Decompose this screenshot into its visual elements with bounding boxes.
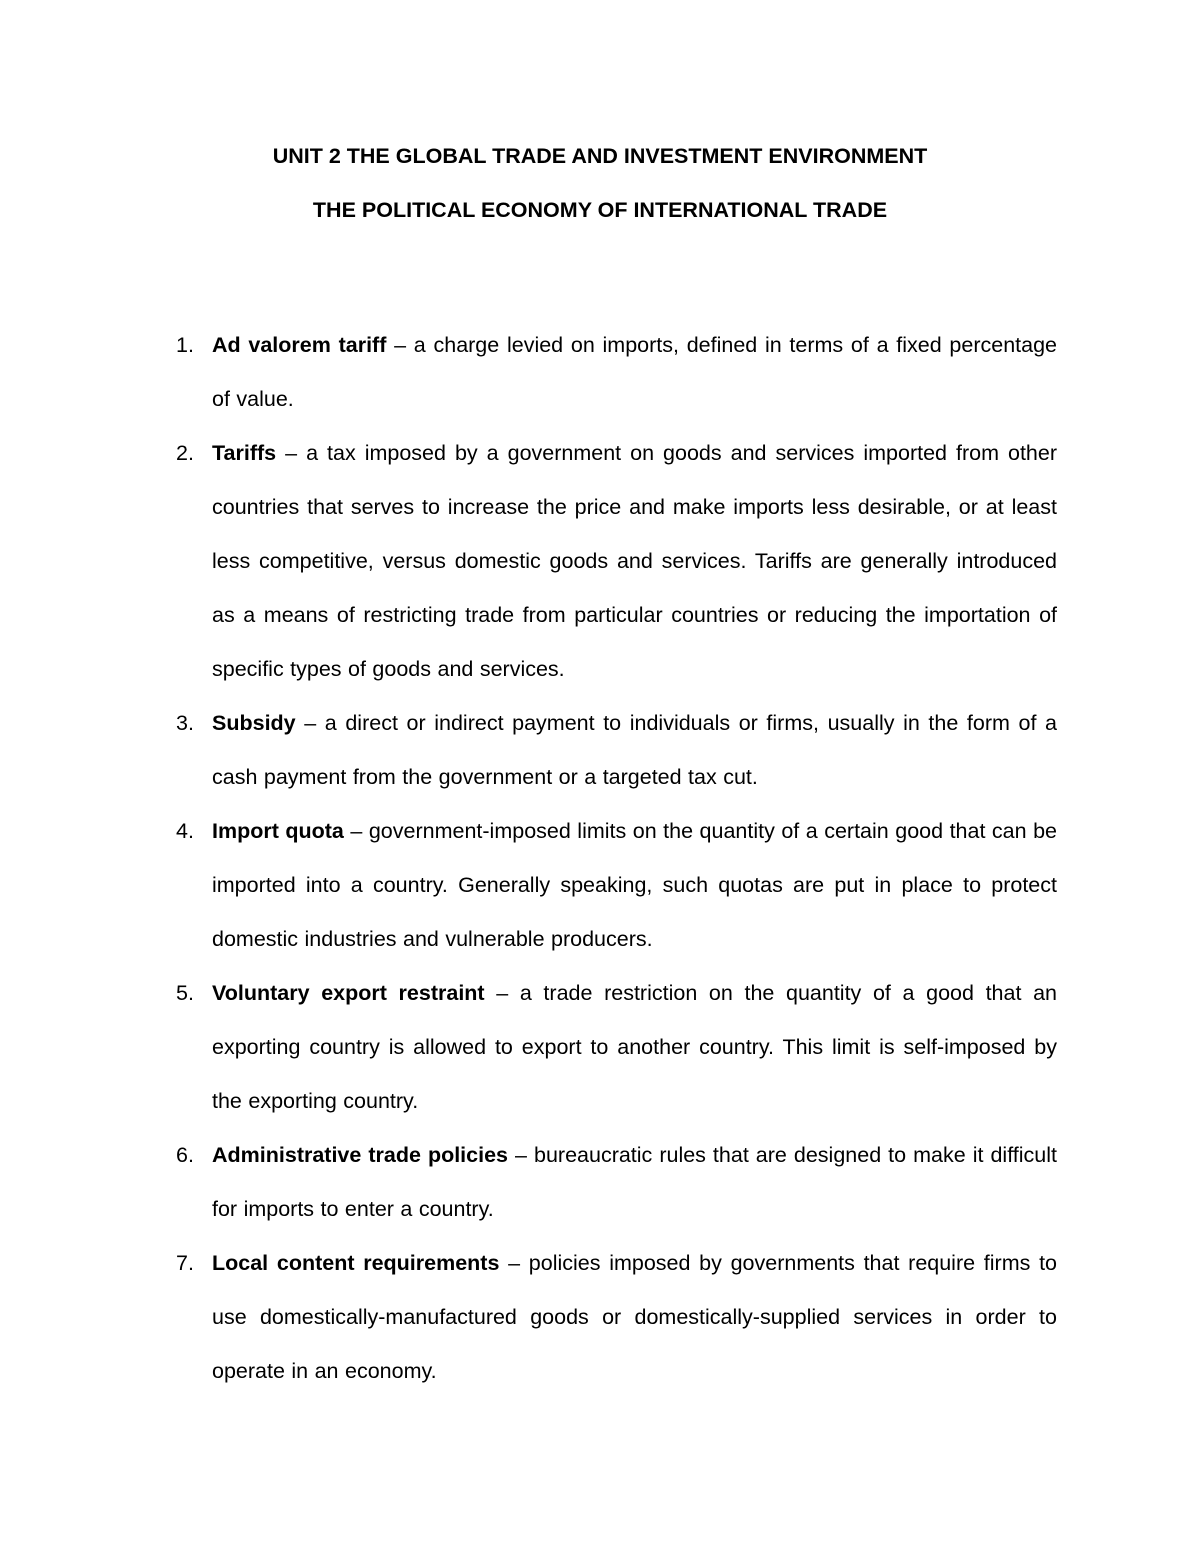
definition-body (212, 804, 1057, 966)
definition-term: Administrative trade policies (212, 1143, 509, 1167)
definition-item (0, 966, 1200, 1128)
definition-body (212, 966, 1057, 1128)
definition-body (212, 696, 1057, 804)
definition-text: – a charge levied on imports, defined in terms of a fixed percentage of value. (212, 333, 1057, 411)
document-title: UNIT 2 THE GLOBAL TRADE AND INVESTMENT ENVIRONMENT (272, 144, 928, 168)
document-subtitle: THE POLITICAL ECONOMY OF INTERNATIONAL TRADE (312, 198, 888, 222)
definition-term: Subsidy (212, 711, 296, 735)
definition-term: Tariffs (212, 441, 277, 465)
definition-text: – bureaucratic rules that are designed to make it difficult for imports to enter a country. (212, 1143, 1057, 1221)
definition-text: – a tax imposed by a government on goods and services imported from other countries that serves to increase the price and make imports less desirable, or at least less competitive, versus domestic goods and services. Tariffs are generally introduced as a means of restricting trade from particular countries or reducing the importation of specific types of goods and services. (212, 441, 1057, 681)
definition-body (212, 1128, 1057, 1236)
definition-term: Local content requirements (212, 1251, 500, 1275)
definition-body (212, 426, 1057, 696)
item-number: 7. (176, 1251, 194, 1275)
definition-text: – policies imposed by governments that require firms to use domestically-manufactured goods or domestically-supplied services in order to operate in an economy. (212, 1251, 1057, 1383)
definition-text: – a direct or indirect payment to individuals or firms, usually in the form of a cash payment from the government or a targeted tax cut. (212, 711, 1057, 789)
definition-item (0, 804, 1200, 966)
definition-body (212, 1236, 1057, 1398)
item-number: 5. (176, 981, 194, 1005)
item-number: 6. (176, 1143, 194, 1167)
definition-term: Ad valorem tariff (212, 333, 387, 357)
definition-item (0, 1128, 1200, 1236)
definition-term: Import quota (212, 819, 344, 843)
definition-item (0, 696, 1200, 804)
item-number: 3. (176, 711, 194, 735)
definition-text: – a trade restriction on the quantity of a good that an exporting country is allowed to export to another country. This limit is self-imposed by the exporting country. (212, 981, 1058, 1113)
item-number: 4. (176, 819, 194, 843)
definition-body (212, 318, 1057, 426)
definition-item (0, 318, 1200, 426)
definitions-list (0, 318, 1200, 1398)
item-number: 2. (176, 441, 194, 465)
definition-term: Voluntary export restraint (212, 981, 485, 1005)
definition-text: – government-imposed limits on the quantity of a certain good that can be imported into a country. Generally speaking, such quotas are put in place to protect domestic industries and vulnerable producers. (212, 819, 1057, 951)
definition-item (0, 426, 1200, 696)
item-number: 1. (176, 333, 194, 357)
definition-item (0, 1236, 1200, 1398)
